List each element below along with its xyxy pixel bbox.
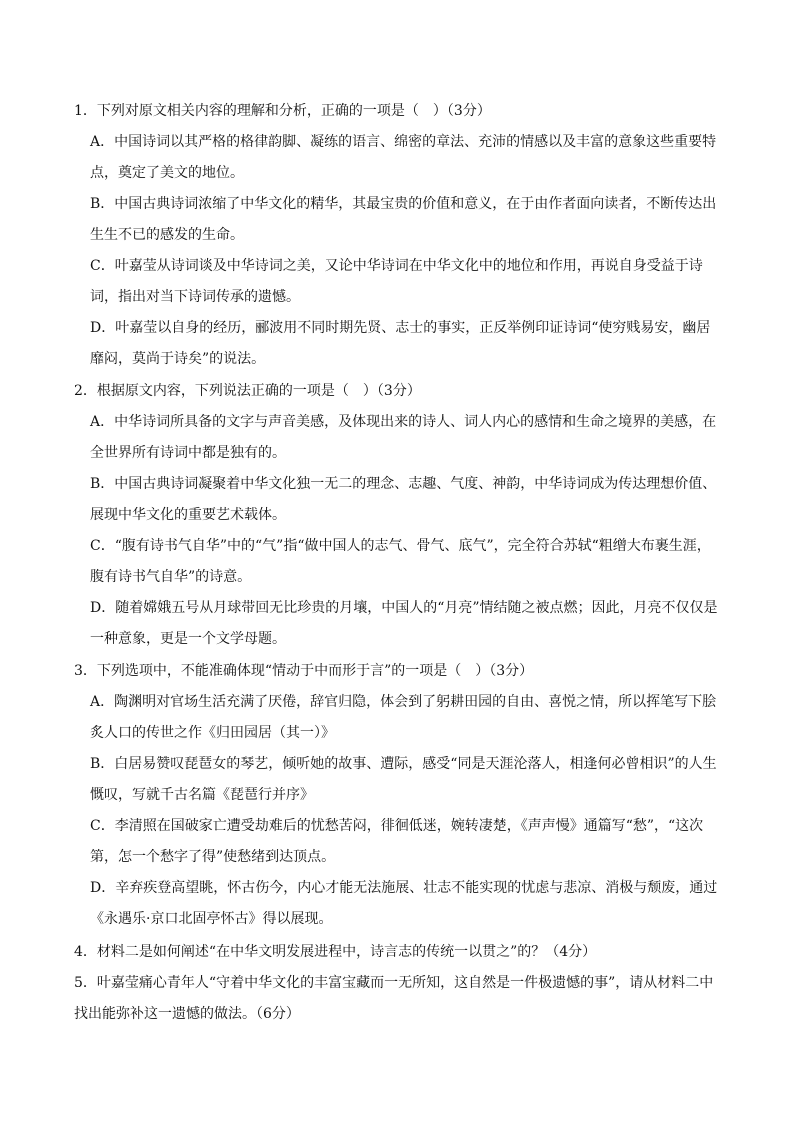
question-5 <box>74 968 722 1030</box>
question-text: 根据原文内容，下列说法正确的一项是（ ）（3分） <box>96 383 421 399</box>
option-c: C．李清照在国破家亡遭受劫难后的忧愁苦闷，徘徊低迷，婉转凄楚，《声声慢》通篇写“愁”，“这次第，怎一个愁字了得”使愁绪到达顶点。 <box>90 818 704 865</box>
option-d: D．随着嫦娥五号从月球带回无比珍贵的月壤，中国人的“月亮”情结随之被点燃；因此，月亮不仅仅是一种意象，更是一个文学母题。 <box>90 600 718 647</box>
question-text: 下列选项中，不能准确体现“情动于中而形于言”的一项是（ ）（3分） <box>96 663 534 679</box>
option-b: B．白居易赞叹琵琶女的琴艺，倾听她的故事、遭际，感受“同是天涯沦落人，相逢何必曾相识”的人生慨叹，写就千古名篇《琵琶行并序》 <box>90 756 717 803</box>
question-number: 5． <box>74 975 97 991</box>
option-a: A．中华诗词所具备的文字与声音美感，及体现出来的诗人、词人内心的感情和生命之境界的美感，在全世界所有诗词中都是独有的。 <box>90 414 717 461</box>
question-stem <box>74 376 722 407</box>
option-c: C．叶嘉莹从诗词谈及中华诗词之美，又论中华诗词在中华文化中的地位和作用，再说自身受益于诗词，指出对当下诗词传承的遗憾。 <box>90 258 703 305</box>
question-1 <box>74 96 722 375</box>
option-a: A．中国诗词以其严格的格律韵脚、凝练的语言、绵密的章法、充沛的情感以及丰富的意象这些重要特点，奠定了美文的地位。 <box>90 134 717 181</box>
question-number: 4． <box>74 944 97 960</box>
question-text: 材料二是如何阐述“在中华文明发展进程中，诗言志的传统一以贯之”的？（4分） <box>96 944 597 960</box>
option-d: D．辛弃疾登高望眺，怀古伤今，内心才能无法施展、壮志不能实现的忧虑与悲凉、消极与颓废，通过《永遇乐·京口北固亭怀古》得以展现。 <box>90 880 718 927</box>
option-b: B．中国古典诗词浓缩了中华文化的精华，其最宝贵的价值和意义，在于由作者面向读者，不断传达出生生不已的感发的生命。 <box>90 196 717 243</box>
option-c: C．“腹有诗书气自华”中的“气”指“做中国人的志气、骨气、底气”，完全符合苏轼“粗缯大布裹生涯，腹有诗书气自华”的诗意。 <box>90 538 711 585</box>
option-a: A．陶渊明对官场生活充满了厌倦，辞官归隐，体会到了躬耕田园的自由、喜悦之情，所以挥笔写下脍炙人口的传世之作《归田园居（其一）》 <box>90 694 717 741</box>
option-b: B．中国古典诗词凝聚着中华文化独一无二的理念、志趣、气度、神韵，中华诗词成为传达理想价值、展现中华文化的重要艺术载体。 <box>90 476 717 523</box>
question-number: 2． <box>74 383 97 399</box>
option-d: D．叶嘉莹以自身的经历，郦波用不同时期先贤、志士的事实，正反举例印证诗词“使穷贱易安，幽居靡闷，莫尚于诗矣”的说法。 <box>90 320 711 367</box>
question-text: 下列对原文相关内容的理解和分析，正确的一项是（ ）（3分） <box>96 103 491 119</box>
question-2 <box>74 376 722 655</box>
question-stem <box>74 96 722 127</box>
question-stem <box>74 968 722 1030</box>
question-stem <box>74 937 722 968</box>
question-4 <box>74 937 722 968</box>
question-text: 叶嘉莹痛心青年人“守着中华文化的丰富宝藏而一无所知，这自然是一件极遗憾的事”，请从材料二中找出能弥补这一遗憾的做法。（6分） <box>74 975 714 1022</box>
question-stem <box>74 656 722 687</box>
question-3 <box>74 656 722 935</box>
question-number: 1． <box>74 103 97 119</box>
question-number: 3． <box>74 663 97 679</box>
